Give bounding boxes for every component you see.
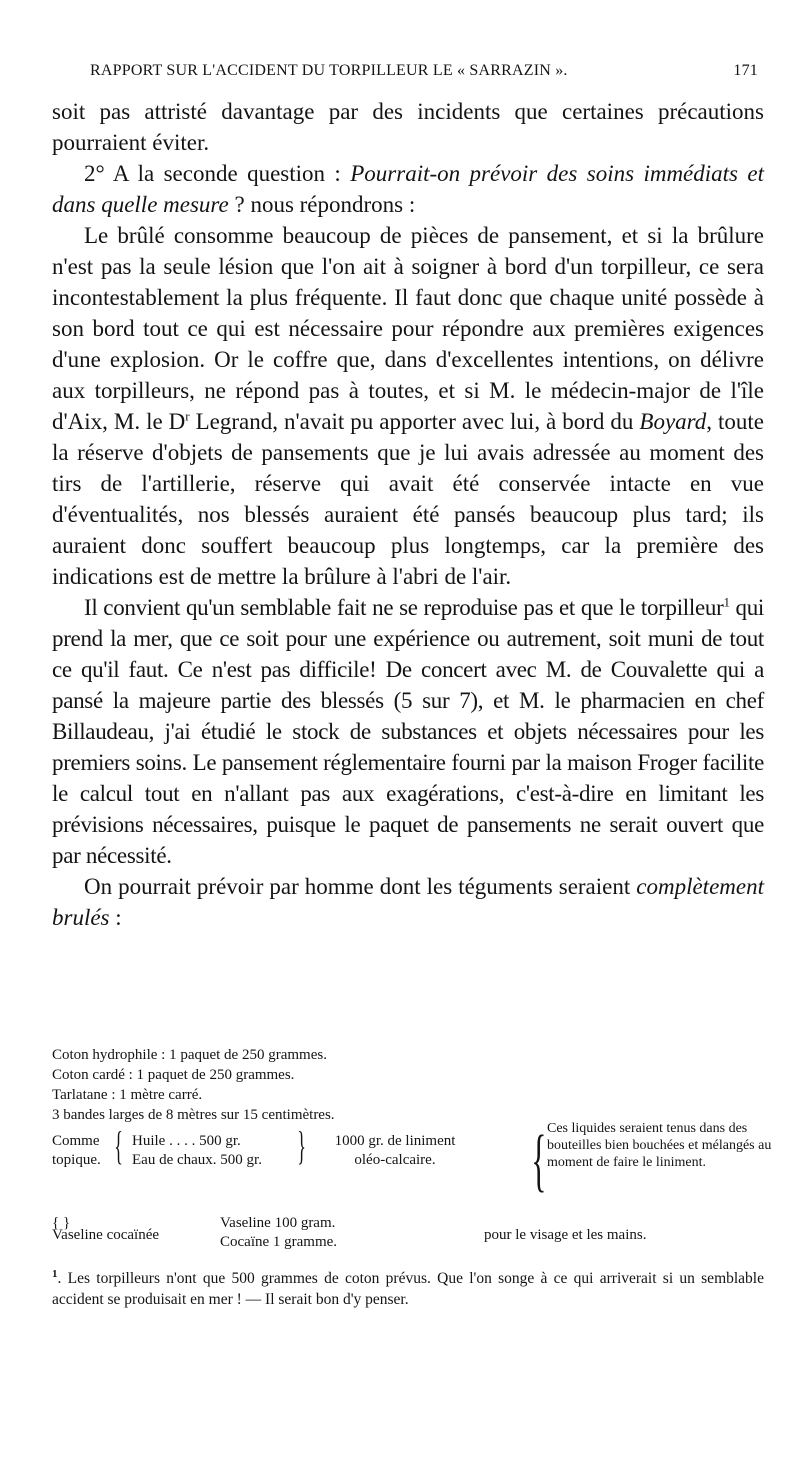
paragraph-3-part-c: , toute la réserve d'objets de pansements que je lui avais adressée au moment des tirs de l'artillerie, réserve qui avait été conservée intacte en vue d'éventualités, nos blessés auraient été pansés beaucoup plus tard; ils auraient donc souffert beaucoup plus longtemps, car la première des indications est de mettre la brûlure à l'abri de l'air. xyxy=(52,409,764,589)
vaseline-note: pour le visage et les mains. xyxy=(484,1227,647,1243)
vaseline-ingredients xyxy=(220,1214,337,1252)
topical-label xyxy=(52,1132,101,1170)
paragraph-2-end: ? nous répondrons : xyxy=(228,192,416,217)
vaseline-block xyxy=(52,1214,764,1258)
topical-ingredients xyxy=(132,1132,262,1170)
note-brace-icon: { xyxy=(531,1122,547,1199)
paragraph-3 xyxy=(52,220,764,592)
liniment-result xyxy=(310,1132,480,1170)
doctor-abbrev-sup: r xyxy=(185,408,190,424)
ingredient-vaseline: Vaseline 100 gram. xyxy=(220,1215,336,1231)
left-brace-icon: { xyxy=(114,1123,123,1168)
paragraph-5-part-a: On pourrait prévoir par homme dont les téguments seraient xyxy=(84,874,637,899)
ship-name-italic: Boyard xyxy=(639,409,707,434)
paragraph-5-part-b: : xyxy=(109,905,122,930)
paragraph-3-part-b: Legrand, n'avait pu apporter avec lui, à bord du xyxy=(189,409,640,434)
paragraph-4-part-a: Il convient qu'un semblable fait ne se reproduise pas et que le torpilleur xyxy=(84,595,724,620)
page-number: 171 xyxy=(733,62,758,79)
footnote-marker: 1 xyxy=(52,1267,58,1280)
vaseline-left-brace-icon: { xyxy=(52,1215,60,1231)
ingredient-cocaine: Cocaïne 1 gramme. xyxy=(220,1234,338,1250)
topical-label-line-1: Comme xyxy=(52,1133,100,1149)
paragraph-4 xyxy=(52,592,764,871)
liniment-note: Ces liquides seraient tenus dans des bouteilles bien bouchées et mélangés au moment de faire le liniment. xyxy=(547,1121,772,1170)
paragraph-2 xyxy=(52,158,764,220)
liniment-result-line-1: 1000 gr. de liniment xyxy=(334,1133,456,1149)
main-text xyxy=(52,96,764,933)
paragraph-4-part-b: qui prend la mer, que ce soit pour une expérience ou autrement, soit muni de tout ce qu'il faut. Ce n'est pas difficile! De concert avec M. de Couvalette qui a pansé la majeure partie des blessés (5 sur 7), et M. le pharmacien en chef Billaudeau, j'ai étudié le stock de substances et objets nécessaires pour les premiers soins. Le pansement réglementaire fourni par la maison Froger facilite le calcul tout en n'allant pas aux exagérations, c'est-à-dire en limitant les prévisions nécessaires, puisque le paquet de pansements ne serait ouvert que par nécessité. xyxy=(52,595,764,868)
vaseline-label: Vaseline cocaïnée xyxy=(52,1227,160,1243)
right-brace-icon: } xyxy=(297,1123,306,1168)
footnote xyxy=(52,1268,764,1310)
footnote-text: . Les torpilleurs n'ont que 500 grammes de coton prévus. Que l'on songe à ce qui arriverait si un semblable accident se produisait en mer ! — Il serait bon d'y penser. xyxy=(52,1270,764,1308)
paragraph-5 xyxy=(52,871,764,933)
footnote-reference: 1 xyxy=(723,594,730,610)
ingredient-oil: Huile . . . . 500 gr. xyxy=(132,1133,241,1149)
burned-italic: complètement brulés xyxy=(52,874,764,930)
paragraph-2-start: 2° A la seconde question : xyxy=(84,161,351,186)
paragraph-1-text: soit pas attristé davantage par des incidents que certaines précautions pourraient éviter. xyxy=(52,99,764,155)
paragraph-3-part-a: Le brûlé consomme beaucoup de pièces de pansement, et si la brûlure n'est pas la seule lésion que l'on ait à soigner à bord d'un torpilleur, ce sera incontestablement la plus fréquente. Il faut donc que chaque unité possède à son bord tout ce qui est nécessaire pour répondre aux premières exigences d'une explosion. Or le coffre que, dans d'excellentes intentions, on délivre aux torpilleurs, ne répond pas à toutes, et si M. le médecin-major de l'île d'Aix, M. le D xyxy=(52,223,764,434)
list-item: 3 bandes larges de 8 mètres sur 15 centimètres. xyxy=(52,1107,335,1123)
paragraph-1 xyxy=(52,96,764,158)
vaseline-right-brace-icon: } xyxy=(62,1215,71,1231)
running-title: RAPPORT SUR L'ACCIDENT DU TORPILLEUR LE « SARRAZIN ». xyxy=(90,62,568,79)
list-item: Coton hydrophile : 1 paquet de 250 grammes. xyxy=(52,1047,327,1063)
question-italic: Pourrait-on prévoir des soins immédiats et dans quelle mesure xyxy=(52,161,764,217)
liniment-result-line-2: oléo-calcaire. xyxy=(354,1152,436,1168)
list-item: Tarlatane : 1 mètre carré. xyxy=(52,1087,203,1103)
supplies-list xyxy=(52,1045,764,1125)
running-header xyxy=(90,62,758,80)
topical-liniment-block xyxy=(52,1120,772,1200)
topical-label-line-2: topique. xyxy=(52,1152,101,1168)
list-item: Coton cardé : 1 paquet de 250 grammes. xyxy=(52,1067,295,1083)
ingredient-lime-water: Eau de chaux. 500 gr. xyxy=(132,1152,262,1168)
